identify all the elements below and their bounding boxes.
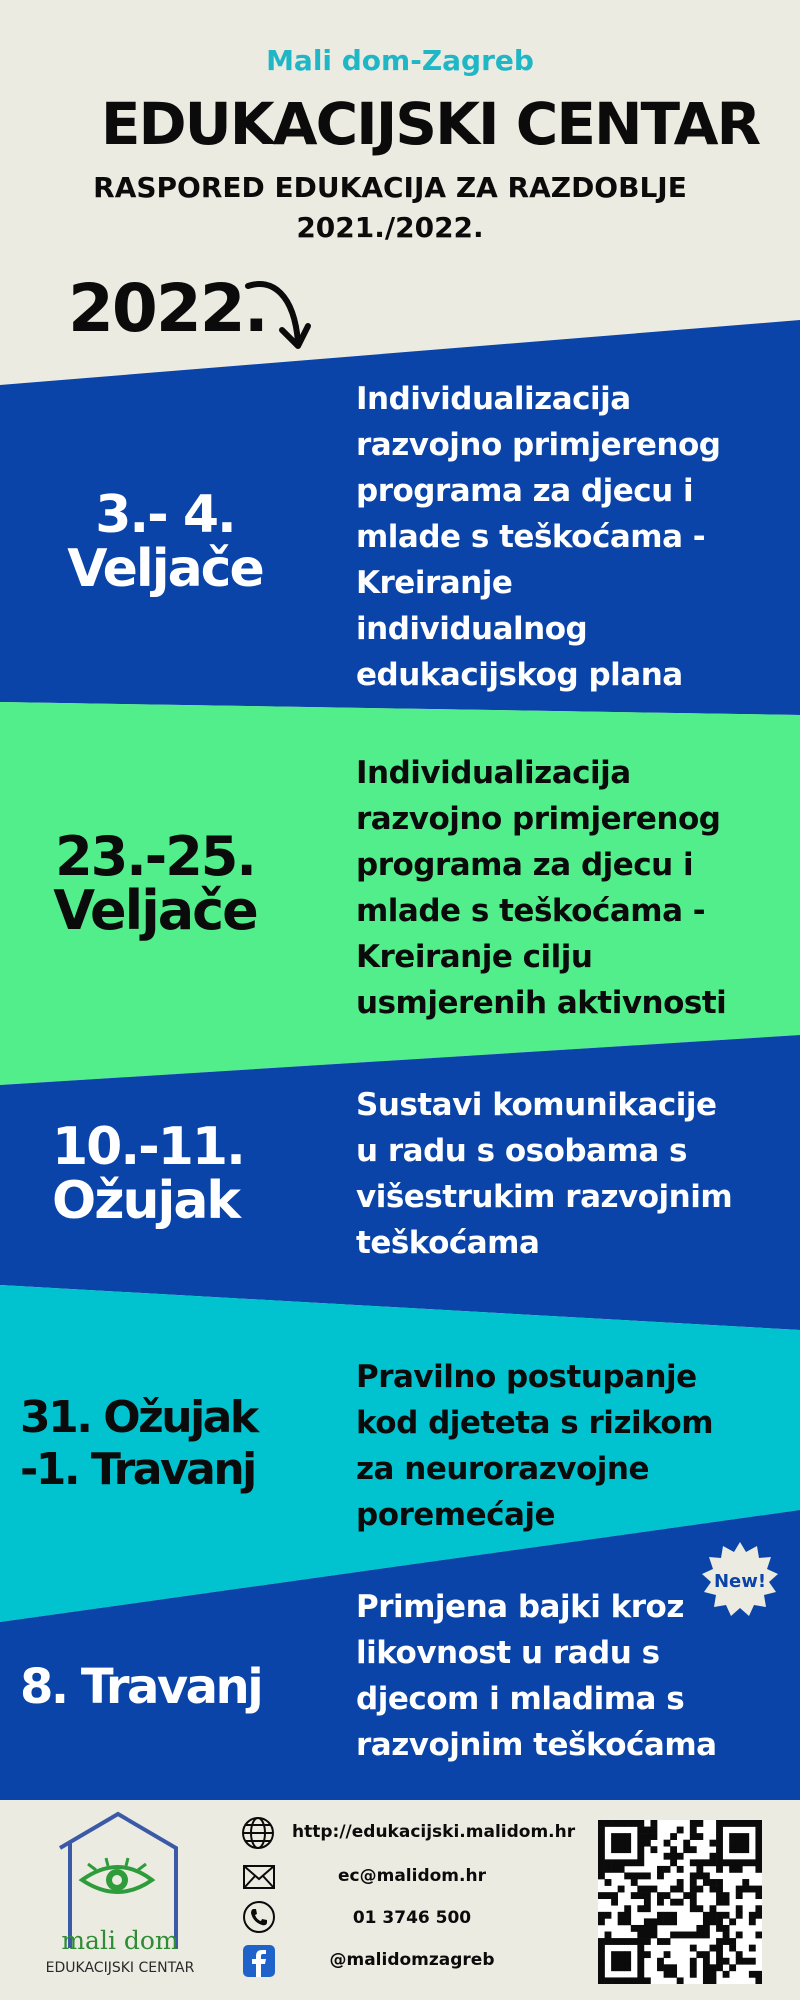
- qr-code-icon[interactable]: [598, 1820, 762, 1984]
- session-2-date: [30, 825, 280, 942]
- session-3-date: [30, 1117, 282, 1231]
- page-title: EDUKACIJSKI CENTAR: [100, 90, 760, 158]
- session-4-desc-line: poremećaje: [356, 1497, 556, 1533]
- globe-icon: [240, 1815, 276, 1851]
- session-3-desc-line: Sustavi komunikacije: [356, 1087, 717, 1123]
- session-5-desc-line: razvojnim teškoćama: [356, 1727, 717, 1763]
- organization-subtitle: Mali dom-Zagreb: [266, 44, 534, 77]
- logo-subtitle: EDUKACIJSKI CENTAR: [45, 1960, 195, 1976]
- session-1-description: [356, 376, 786, 698]
- session-1-date: [40, 485, 290, 599]
- curved-arrow-icon: [244, 276, 314, 356]
- session-3-desc-line: višestrukim razvojnim: [356, 1179, 733, 1215]
- session-2-desc-line: mlade s teškoćama -: [356, 893, 706, 929]
- session-1-desc-line: programa za djecu i: [356, 473, 694, 509]
- session-2-desc-line: usmjerenih aktivnosti: [356, 985, 727, 1021]
- envelope-icon: [242, 1864, 276, 1890]
- session-2-desc-line: razvojno primjerenog: [356, 801, 721, 837]
- session-1-desc-line: edukacijskog plana: [356, 657, 683, 693]
- session-1-desc-line: razvojno primjerenog: [356, 427, 721, 463]
- session-4-description: [356, 1354, 786, 1538]
- session-2-date-line-2: Veljače: [53, 879, 257, 942]
- session-4-desc-line: Pravilno postupanje: [356, 1359, 697, 1395]
- session-3-date-line-1: 10.-11.: [52, 1117, 244, 1177]
- session-2-desc-line: Individualizacija: [356, 755, 631, 791]
- session-1-date-line-2: Veljače: [67, 539, 263, 599]
- session-3-desc-line: u radu s osobama s: [356, 1133, 687, 1169]
- new-badge-text: New!: [713, 1571, 767, 1592]
- session-5-desc-line: Primjena bajki kroz: [356, 1589, 684, 1625]
- session-2-date-line-1: 23.-25.: [55, 825, 255, 888]
- email-link[interactable]: ec@malidom.hr: [338, 1866, 486, 1886]
- session-3-desc-line: teškoćama: [356, 1225, 540, 1261]
- session-1-desc-line: Individualizacija: [356, 381, 631, 417]
- session-4-date-line-2: -1. Travanj: [20, 1444, 255, 1495]
- session-2-desc-line: Kreiranje cilju: [356, 939, 593, 975]
- phone-number: 01 3746 500: [352, 1908, 472, 1928]
- logo-name: mali dom: [61, 1926, 179, 1955]
- session-1-desc-line: individualnog: [356, 611, 588, 647]
- social-handle-link[interactable]: @malidomzagreb: [329, 1950, 495, 1970]
- session-2-description: [356, 750, 786, 1026]
- session-1-desc-line: mlade s teškoćama -: [356, 519, 706, 555]
- period-line-1: RASPORED EDUKACIJA ZA RAZDOBLJE: [93, 171, 687, 204]
- facebook-icon: [242, 1944, 276, 1978]
- session-1-date-line-1: 3.- 4.: [95, 485, 235, 545]
- session-5-desc-line: djecom i mladima s: [356, 1681, 685, 1717]
- session-5-date: 8. Travanj: [20, 1659, 262, 1715]
- session-5-description: [356, 1584, 786, 1768]
- session-4-date: [20, 1392, 310, 1496]
- session-3-date-line-2: Ožujak: [52, 1171, 239, 1231]
- session-1-desc-line: Kreiranje: [356, 565, 513, 601]
- phone-icon: [242, 1900, 276, 1934]
- period-line-2: 2021./2022.: [296, 211, 484, 244]
- schedule-period: [40, 168, 740, 248]
- year-heading: 2022.: [68, 270, 267, 347]
- session-4-desc-line: za neurorazvojne: [356, 1451, 649, 1487]
- website-link[interactable]: http://edukacijski.malidom.hr: [292, 1822, 576, 1842]
- session-2-desc-line: programa za djecu i: [356, 847, 694, 883]
- session-4-date-line-1: 31. Ožujak: [20, 1392, 257, 1443]
- session-5-desc-line: likovnost u radu s: [356, 1635, 660, 1671]
- session-4-desc-line: kod djeteta s rizikom: [356, 1405, 713, 1441]
- session-3-description: [356, 1082, 786, 1266]
